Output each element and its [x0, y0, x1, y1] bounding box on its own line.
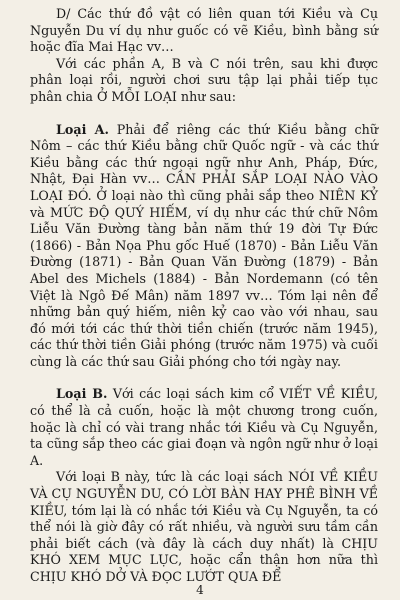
- paragraph-last: Với loại B này, tức là các loại sách NÓI VỀ KIỀU VÀ CỤ NGUYỄN DU, CÓ LỜI BÀN HAY PHÊ BÌNH VỀ KIỀU, tóm lại là có nhắc tới Kiều và Cụ Nguyễn, ta có thể nói là giờ đây có rất nhiều, và người sưu tầm cần phải biết cách (và đây là cách duy nhất) là CHỊU KHÓ XEM MỤC LỤC, hoặc cẩn thận hơn nữa thì CHỊU KHÓ DỞ VÀ ĐỌC LƯỚT QUA ĐỂ: [30, 469, 379, 584]
- loai-a-label: Loại A.: [56, 121, 109, 137]
- loai-a-text: Phải để riêng các thứ Kiều bằng chữ Nôm – các thứ Kiều bằng chữ Quốc ngữ - và các thứ Kiều bằng các thứ ngoại ngữ như Anh, Pháp, Đức, Nhật, Đại Hàn vv… CẦN PHẢI SẮP LOẠI NÀO VÀO LOẠI ĐÓ. Ở loại nào thì cũng phải sắp theo NIÊN KỶ và MỨC ĐỘ QUÝ HIẾM, ví dụ như các thứ chữ Nôm Liễu Văn Đường tàng bản năm thứ 19 đời Tự Đức (1866) - Bản Nọa Phu gốc Huế (1870) - Bản Liễu Văn Đường (1871) - Bản Quan Văn Đường (1879) - Bản Abel des Michels (1884) - Bản Nordemann (có tên Việt là Ngô Đế Mân) năm 1897 vv… Tóm lại nên để những bản quý hiếm, niên kỷ cao vào với nhau, sau đó mới tới các thứ thời tiền chiến (trước năm 1945), các thứ thời tiền Giải phóng (trước năm 1975) và cuối cùng là các thứ sau Giải phóng cho tới ngày nay.: [30, 121, 378, 369]
- loai-b-label: Loại B.: [56, 386, 108, 402]
- page-number: 4: [196, 583, 204, 597]
- paragraph-intro: Với các phần A, B và C nói trên, sau khi được phân loại rồi, người chơi sưu tập lại phải tiếp tục phân chia Ở MỖI LOẠI như sau:: [30, 55, 378, 104]
- loai-b-text: Với các loại sách kim cổ VIẾT VỀ KIỀU, có thể là cả cuốn, hoặc là một chương trong cuốn, hoặc là chỉ có vài trang nhắc tới Kiều và Cụ Nguyễn, ta cũng sắp theo các giai đoạn và ngôn ngữ như ở loại A.: [30, 386, 378, 468]
- paragraph-d: D/ Các thứ đồ vật có liên quan tới Kiều và Cụ Nguyễn Du ví dụ như guốc có vẽ Kiều, bình bằng sứ hoặc đĩa Mai Hạc vv…: [30, 6, 378, 55]
- paragraph-loai-b: [30, 386, 378, 469]
- paragraph-loai-a: [30, 122, 378, 371]
